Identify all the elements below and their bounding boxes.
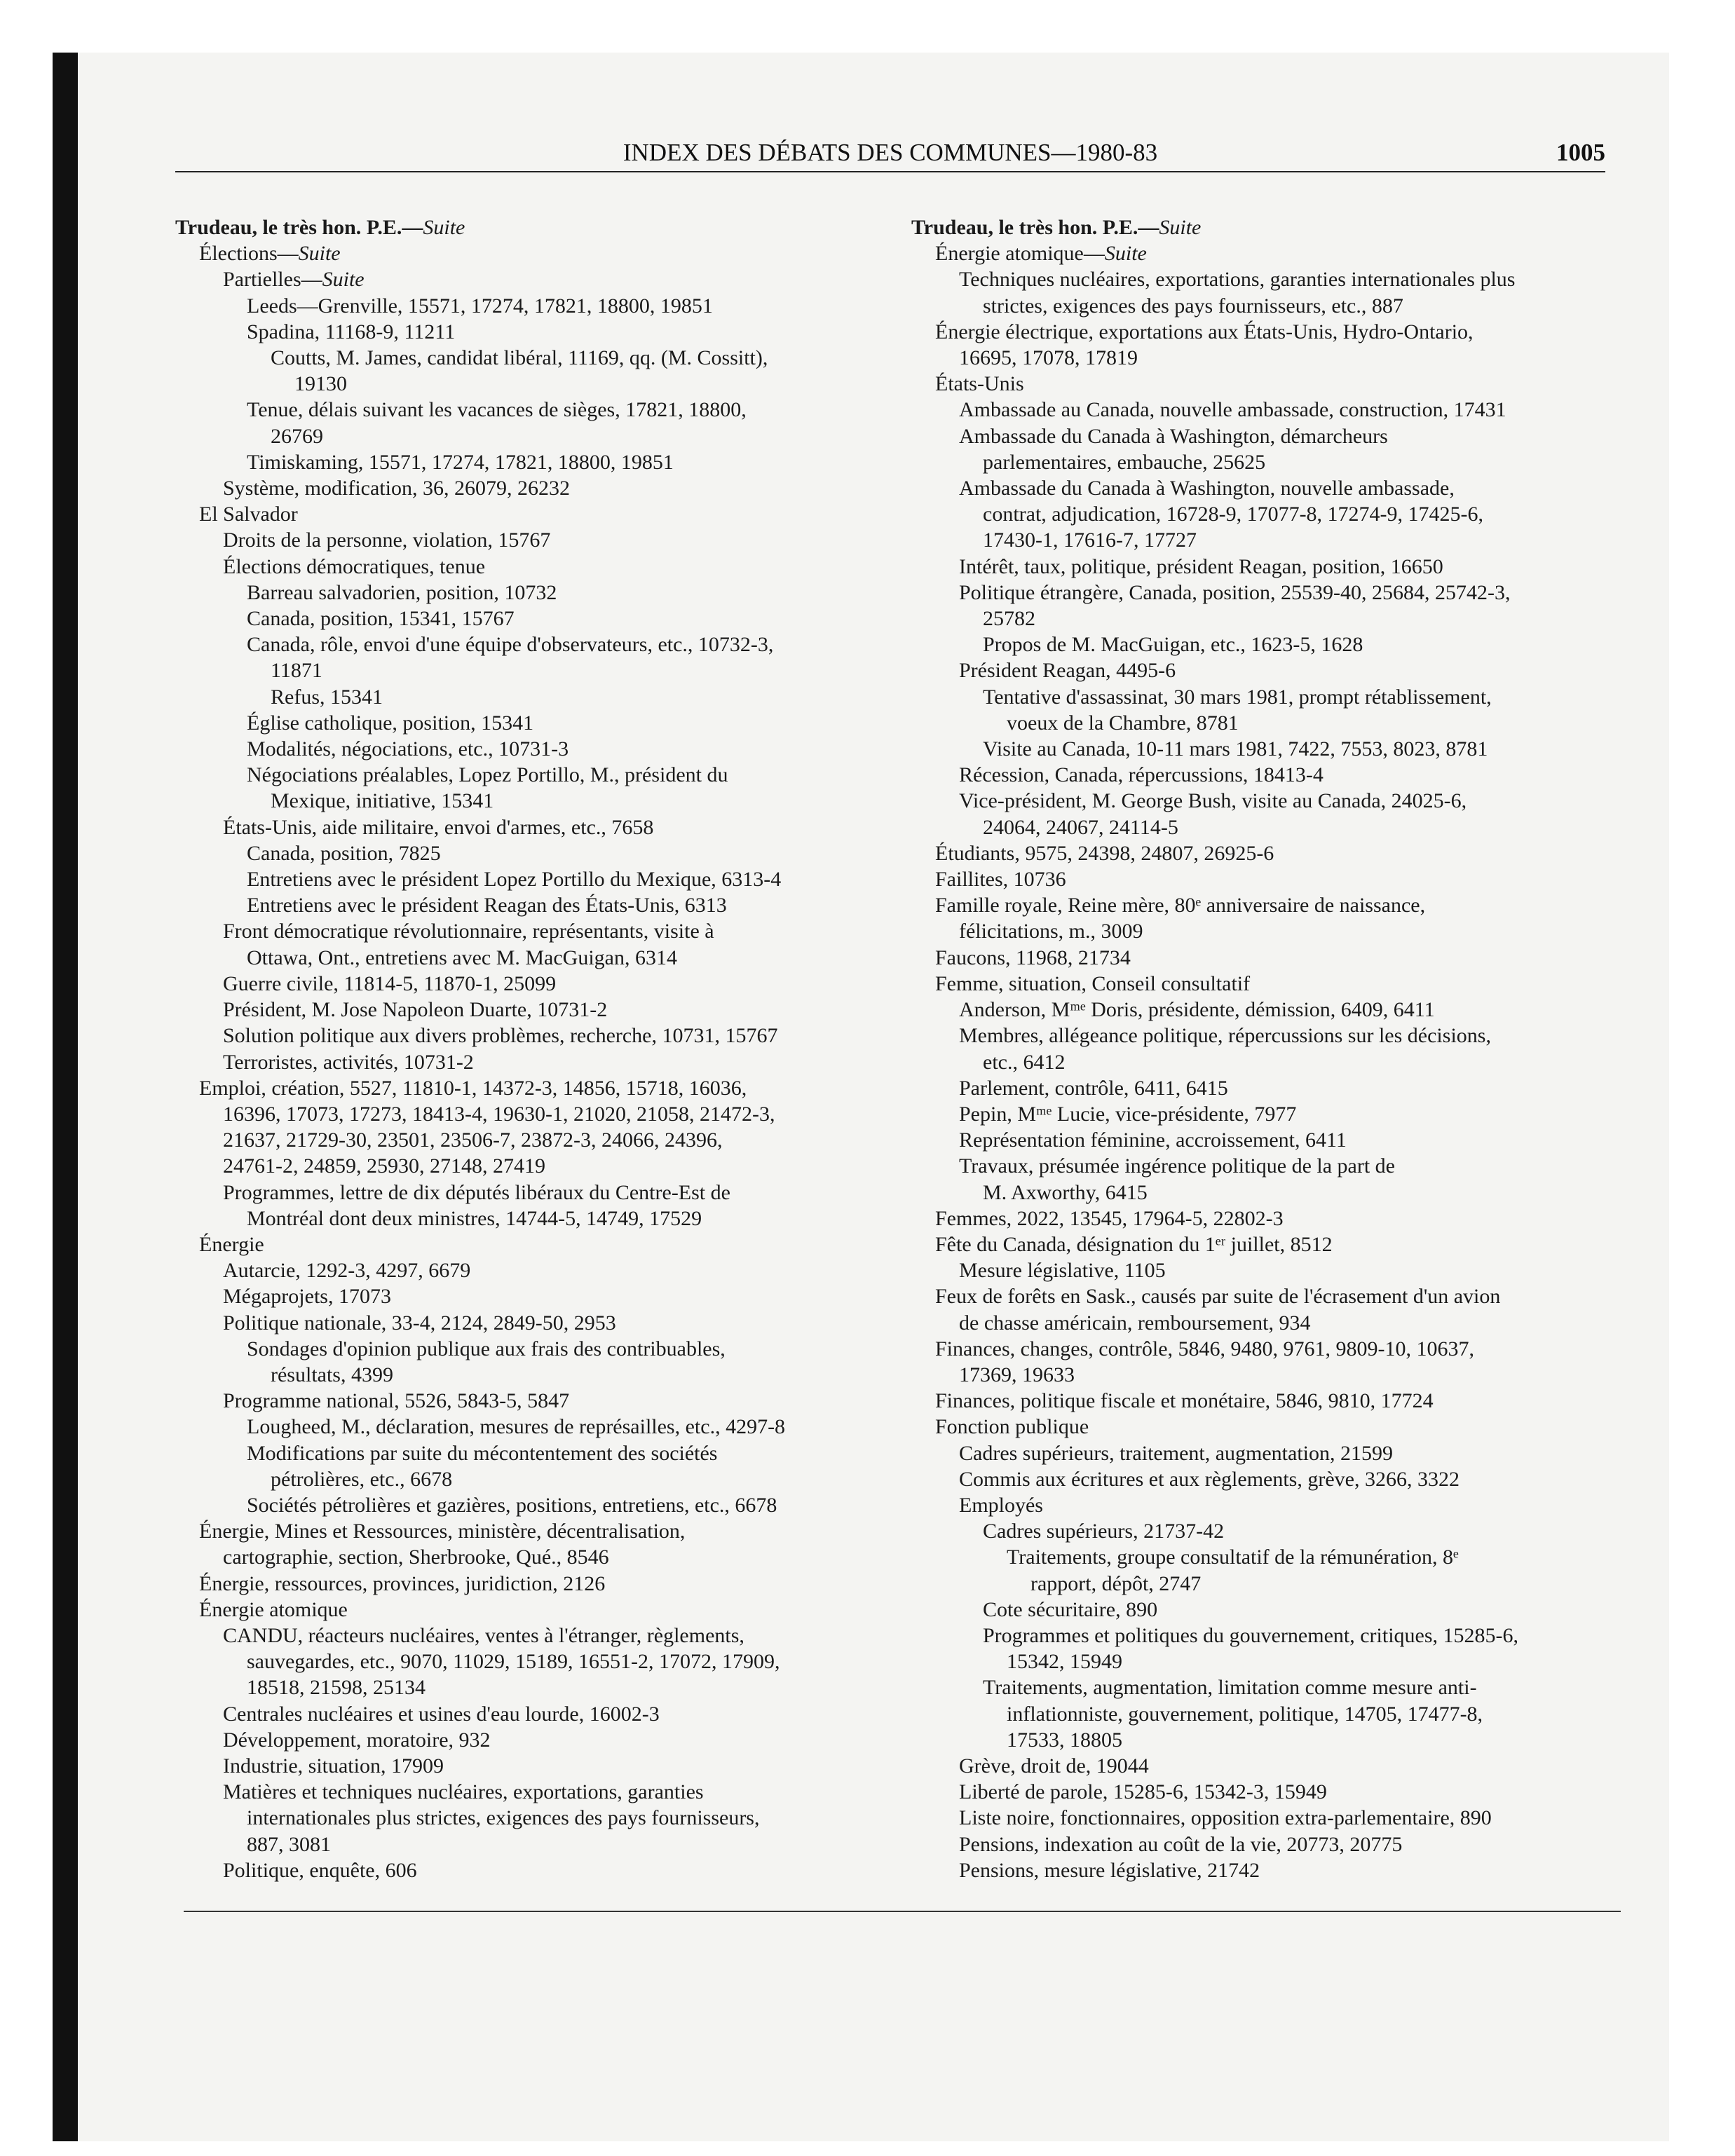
index-entry xyxy=(911,1674,1626,1700)
index-entry-text: résultats, 4399 xyxy=(271,1363,393,1386)
index-entry xyxy=(911,1101,1626,1127)
index-entry xyxy=(911,736,1626,762)
index-entry xyxy=(911,1492,1626,1518)
index-entry-text: Cadres supérieurs, traitement, augmentation, 21599 xyxy=(959,1441,1393,1465)
index-entry xyxy=(175,892,890,918)
index-entry-text: Femmes, 2022, 13545, 17964-5, 22802-3 xyxy=(935,1206,1284,1230)
index-entry xyxy=(911,840,1626,866)
index-entry-text: 24064, 24067, 24114-5 xyxy=(983,815,1178,839)
index-entry xyxy=(175,1153,890,1179)
index-entry-text: Énergie, Mines et Ressources, ministère, décentralisation, xyxy=(199,1520,686,1543)
index-entry xyxy=(911,345,1626,371)
index-entry xyxy=(911,475,1626,501)
index-entry-text: 16695, 17078, 17819 xyxy=(959,346,1138,370)
index-entry xyxy=(175,1466,890,1492)
index-entry-text: Feux de forêts en Sask., causés par suite de l'écrasement d'un avion xyxy=(935,1285,1501,1309)
suite-label: Suite xyxy=(1104,242,1147,266)
index-entry-text: 887, 3081 xyxy=(247,1832,331,1856)
index-entry-text: internationales plus strictes, exigences des pays fournisseurs, xyxy=(247,1806,760,1830)
index-entry xyxy=(911,1831,1626,1857)
index-entry xyxy=(911,1180,1626,1206)
page-header xyxy=(175,137,1605,172)
index-entry-text: Intérêt, taux, politique, président Reagan, position, 16650 xyxy=(959,554,1443,578)
index-entry-text: 25782 xyxy=(983,607,1035,631)
index-entry xyxy=(175,1597,890,1623)
index-entry xyxy=(175,762,890,788)
index-entry xyxy=(175,527,890,553)
index-entry-text: 16396, 17073, 17273, 18413-4, 19630-1, 21020, 21058, 21472-3, xyxy=(223,1102,775,1126)
index-entry-text: Spadina, 11168-9, 11211 xyxy=(247,320,456,343)
index-entry-text: Droits de la personne, violation, 15767 xyxy=(223,528,551,552)
index-entry-text: cartographie, section, Sherbrooke, Qué., 8546 xyxy=(223,1546,609,1569)
index-entry xyxy=(175,293,890,319)
index-entry-text: Timiskaming, 15571, 17274, 17821, 18800, 19851 xyxy=(247,450,674,474)
index-entry-text: Mesure législative, 1105 xyxy=(959,1259,1166,1283)
index-column-right xyxy=(911,214,1626,1883)
index-entry xyxy=(911,1623,1626,1649)
index-entry-text: El Salvador xyxy=(199,503,298,526)
index-entry xyxy=(175,1518,890,1544)
index-entry-text: Sondages d'opinion publique aux frais des contribuables, xyxy=(247,1337,726,1360)
index-entry-text: Mexique, initiative, 15341 xyxy=(271,789,494,813)
index-entry xyxy=(911,397,1626,423)
index-entry-text: Système, modification, 36, 26079, 26232 xyxy=(223,477,570,500)
index-entry xyxy=(175,1231,890,1257)
index-entry xyxy=(175,1310,890,1336)
index-entry xyxy=(911,1127,1626,1153)
index-entry xyxy=(911,632,1626,657)
index-entry xyxy=(175,1023,890,1049)
index-entry-text: Énergie atomique xyxy=(199,1597,348,1621)
index-entry-text: Industrie, situation, 17909 xyxy=(223,1754,444,1778)
index-entry xyxy=(175,788,890,814)
index-entry-text: Canada, rôle, envoi d'une équipe d'observateurs, etc., 10732-3, xyxy=(247,633,774,657)
index-entry xyxy=(911,1518,1626,1544)
suite-label: Suite xyxy=(1159,216,1202,239)
index-entry xyxy=(175,657,890,683)
index-entry xyxy=(911,1388,1626,1414)
suite-label: Suite xyxy=(423,216,465,239)
index-entry-text: Pensions, indexation au coût de la vie, 20773, 20775 xyxy=(959,1832,1403,1856)
index-entry-text: Matières et techniques nucléaires, exportations, garanties xyxy=(223,1780,704,1804)
index-entry xyxy=(175,1206,890,1231)
index-entry-text: Employés xyxy=(959,1493,1043,1517)
index-entry xyxy=(911,710,1626,736)
index-entry xyxy=(911,293,1626,319)
index-entry xyxy=(175,814,890,840)
index-entry-text: Programme national, 5526, 5843-5, 5847 xyxy=(223,1389,570,1413)
index-entry xyxy=(175,1414,890,1440)
index-entry xyxy=(911,1571,1626,1597)
index-entry xyxy=(175,840,890,866)
index-entry xyxy=(175,1127,890,1153)
index-entry-text: inflationniste, gouvernement, politique, 14705, 17477-8, xyxy=(1007,1702,1483,1726)
index-entry-text: Canada, position, 7825 xyxy=(247,841,441,865)
index-entry-text: Femme, situation, Conseil consultatif xyxy=(935,971,1251,995)
index-entry xyxy=(175,371,890,397)
index-entry xyxy=(911,527,1626,553)
index-entry-text: Développement, moratoire, 932 xyxy=(223,1728,491,1752)
index-entry-text: 15342, 15949 xyxy=(1007,1650,1122,1674)
index-entry xyxy=(911,814,1626,840)
index-entry xyxy=(911,1362,1626,1388)
index-entry-text: Cote sécuritaire, 890 xyxy=(983,1597,1158,1621)
index-entry xyxy=(175,918,890,944)
index-entry xyxy=(175,319,890,345)
index-entry xyxy=(175,1049,890,1075)
index-entry xyxy=(911,1753,1626,1779)
index-entry xyxy=(911,1310,1626,1336)
index-entry-text: États-Unis, aide militaire, envoi d'armes, etc., 7658 xyxy=(223,815,654,839)
index-entry-text: Négociations préalables, Lopez Portillo, M., président du xyxy=(247,763,728,787)
index-entry-text: Pensions, mesure législative, 21742 xyxy=(959,1858,1260,1882)
index-entry-text: Fête du Canada, désignation du 1ᵉʳ juillet, 8512 xyxy=(935,1232,1333,1256)
index-entry xyxy=(911,501,1626,527)
index-entry-text: Élections— xyxy=(199,242,299,266)
index-entry xyxy=(911,606,1626,632)
index-entry-text: Mégaprojets, 17073 xyxy=(223,1285,391,1309)
index-entry-text: Politique étrangère, Canada, position, 25539-40, 25684, 25742-3, xyxy=(959,580,1511,604)
index-entry-text: parlementaires, embauche, 25625 xyxy=(983,450,1266,474)
index-entry-text: strictes, exigences des pays fournisseurs, etc., 887 xyxy=(983,294,1403,318)
index-entry-text: 21637, 21729-30, 23501, 23506-7, 23872-3, 24066, 24396, xyxy=(223,1128,723,1152)
index-entry-text: Montréal dont deux ministres, 14744-5, 14749, 17529 xyxy=(247,1206,702,1230)
index-entry xyxy=(911,240,1626,266)
index-entry-text: 24761-2, 24859, 25930, 27148, 27419 xyxy=(223,1154,545,1178)
index-entry-text: Énergie, ressources, provinces, juridiction, 2126 xyxy=(199,1571,606,1595)
index-entry xyxy=(911,266,1626,292)
index-entry xyxy=(175,1283,890,1309)
index-entry xyxy=(175,1180,890,1206)
index-entry-text: Programmes et politiques du gouvernement, critiques, 15285-6, xyxy=(983,1623,1519,1647)
index-entry-text: Ambassade du Canada à Washington, démarcheurs xyxy=(959,424,1388,448)
index-entry-text: Techniques nucléaires, exportations, garanties internationales plus xyxy=(959,268,1516,292)
index-entry xyxy=(911,1597,1626,1623)
index-entry xyxy=(175,449,890,475)
index-entry xyxy=(911,892,1626,918)
scan-edge-bar xyxy=(53,53,78,2141)
index-entry xyxy=(175,423,890,449)
index-entry-text: Cadres supérieurs, 21737-42 xyxy=(983,1520,1225,1543)
index-entry xyxy=(911,1336,1626,1362)
index-entry xyxy=(175,501,890,527)
index-entry xyxy=(175,1779,890,1805)
index-entry xyxy=(911,214,1626,240)
index-entry xyxy=(175,1701,890,1727)
index-entry xyxy=(911,1283,1626,1309)
index-entry-text: Guerre civile, 11814-5, 11870-1, 25099 xyxy=(223,971,557,995)
index-entry xyxy=(911,866,1626,892)
index-entry-text: États-Unis xyxy=(935,372,1024,396)
index-entry-text: Famille royale, Reine mère, 80ᵉ anniversaire de naissance, xyxy=(935,894,1426,917)
index-entry xyxy=(911,1701,1626,1727)
index-entry xyxy=(911,945,1626,971)
index-entry xyxy=(175,1857,890,1883)
index-entry-text: Liste noire, fonctionnaires, opposition extra-parlementaire, 890 xyxy=(959,1806,1492,1830)
index-entry-text: Énergie électrique, exportations aux États-Unis, Hydro-Ontario, xyxy=(935,320,1474,343)
index-entry xyxy=(911,371,1626,397)
index-entry-text: Fonction publique xyxy=(935,1415,1089,1439)
index-entry xyxy=(911,1206,1626,1231)
index-entry-text: Modifications par suite du mécontentement des sociétés xyxy=(247,1441,718,1465)
index-entry xyxy=(911,788,1626,814)
index-entry-text: Membres, allégeance politique, répercussions sur les décisions, xyxy=(959,1024,1491,1048)
index-entry xyxy=(911,1231,1626,1257)
footer-rule xyxy=(184,1911,1621,1912)
index-entry-text: Ottawa, Ont., entretiens avec M. MacGuigan, 6314 xyxy=(247,946,677,969)
index-entry-text: CANDU, réacteurs nucléaires, ventes à l'étranger, règlements, xyxy=(223,1623,744,1647)
index-entry-text: Lougheed, M., déclaration, mesures de représailles, etc., 4297-8 xyxy=(247,1415,786,1439)
index-entry xyxy=(911,1857,1626,1883)
index-entry-text: Président Reagan, 4495-6 xyxy=(959,659,1176,683)
index-entry-text: Église catholique, position, 15341 xyxy=(247,711,534,735)
index-entry-text: Traitements, groupe consultatif de la rémunération, 8ᵉ xyxy=(1007,1546,1459,1569)
index-entry xyxy=(911,1049,1626,1075)
index-entry-text: félicitations, m., 3009 xyxy=(959,920,1143,943)
index-entry xyxy=(911,1779,1626,1805)
index-entry-text: voeux de la Chambre, 8781 xyxy=(1007,711,1239,735)
page-title: INDEX DES DÉBATS DES COMMUNES—1980-83 xyxy=(622,139,1158,166)
index-entry-text: Politique, enquête, 606 xyxy=(223,1858,417,1882)
index-entry-text: Étudiants, 9575, 24398, 24807, 26925-6 xyxy=(935,841,1274,865)
index-entry xyxy=(911,918,1626,944)
index-entry xyxy=(175,266,890,292)
index-entry xyxy=(175,1753,890,1779)
index-entry xyxy=(911,762,1626,788)
index-entry-text: Visite au Canada, 10-11 mars 1981, 7422, 7553, 8023, 8781 xyxy=(983,737,1488,761)
index-entry xyxy=(175,997,890,1023)
index-entry xyxy=(911,1805,1626,1831)
index-entry-text: Programmes, lettre de dix députés libéraux du Centre-Est de xyxy=(223,1180,730,1204)
index-entry xyxy=(911,1414,1626,1440)
index-entry-text: Pepin, Mᵐᵉ Lucie, vice-présidente, 7977 xyxy=(959,1102,1297,1126)
index-entry xyxy=(911,1075,1626,1101)
index-entry-text: 26769 xyxy=(271,424,323,448)
index-entry xyxy=(911,1023,1626,1049)
index-entry-text: Faucons, 11968, 21734 xyxy=(935,946,1131,969)
index-entry xyxy=(175,1544,890,1570)
index-entry xyxy=(911,319,1626,345)
index-entry-text: Leeds—Grenville, 15571, 17274, 17821, 18800, 19851 xyxy=(247,294,713,318)
index-entry-text: Grève, droit de, 19044 xyxy=(959,1754,1149,1778)
index-entry xyxy=(175,1075,890,1101)
index-entry xyxy=(175,710,890,736)
index-entry-text: Propos de M. MacGuigan, etc., 1623-5, 1628 xyxy=(983,633,1363,657)
index-entry-text: de chasse américain, remboursement, 934 xyxy=(959,1311,1311,1335)
index-entry-text: Anderson, Mᵐᵉ Doris, présidente, démission, 6409, 6411 xyxy=(959,998,1435,1022)
index-entry xyxy=(175,1440,890,1466)
index-entry xyxy=(175,554,890,580)
index-entry-text: Centrales nucléaires et usines d'eau lourde, 16002-3 xyxy=(223,1702,660,1726)
index-entry xyxy=(911,1440,1626,1466)
index-entry-text: Élections démocratiques, tenue xyxy=(223,554,486,578)
page-number: 1005 xyxy=(1556,139,1605,166)
index-entry xyxy=(175,684,890,710)
index-entry xyxy=(175,1336,890,1362)
index-entry xyxy=(911,997,1626,1023)
index-entry-text: etc., 6412 xyxy=(983,1050,1066,1074)
index-entry-text: Président, M. Jose Napoleon Duarte, 10731-2 xyxy=(223,998,608,1022)
index-entry xyxy=(175,1831,890,1857)
index-entry-text: Énergie xyxy=(199,1232,264,1256)
index-entry-text: Entretiens avec le président Reagan des États-Unis, 6313 xyxy=(247,894,727,917)
index-entry-text: Front démocratique révolutionnaire, représentants, visite à xyxy=(223,920,714,943)
index-entry xyxy=(911,423,1626,449)
index-entry xyxy=(911,449,1626,475)
index-entry xyxy=(911,1727,1626,1753)
index-entry xyxy=(175,971,890,997)
index-entry xyxy=(911,1257,1626,1283)
index-entry-text: Emploi, création, 5527, 11810-1, 14372-3, 14856, 15718, 16036, xyxy=(199,1076,747,1100)
index-entry-text: Solution politique aux divers problèmes, recherche, 10731, 15767 xyxy=(223,1024,778,1048)
index-entry xyxy=(911,554,1626,580)
index-entry-text: Refus, 15341 xyxy=(271,685,383,709)
index-entry xyxy=(175,1492,890,1518)
index-entry-text: sauvegardes, etc., 9070, 11029, 15189, 16551-2, 17072, 17909, xyxy=(247,1650,780,1674)
index-entry xyxy=(175,1101,890,1127)
index-entry-text: Tentative d'assassinat, 30 mars 1981, prompt rétablissement, xyxy=(983,685,1492,709)
index-entry xyxy=(175,632,890,657)
index-entry xyxy=(175,1805,890,1831)
index-entry xyxy=(911,1544,1626,1570)
index-entry xyxy=(175,606,890,632)
index-entry-text: rapport, dépôt, 2747 xyxy=(1030,1571,1202,1595)
index-entry-text: Liberté de parole, 15285-6, 15342-3, 15949 xyxy=(959,1780,1327,1804)
index-entry xyxy=(911,1649,1626,1674)
index-entry xyxy=(175,1571,890,1597)
index-entry-text: Autarcie, 1292-3, 4297, 6679 xyxy=(223,1259,471,1283)
index-entry-text: Finances, politique fiscale et monétaire, 5846, 9810, 17724 xyxy=(935,1389,1434,1413)
index-entry xyxy=(175,1649,890,1674)
index-entry-text: 19130 xyxy=(294,372,347,396)
index-entry xyxy=(175,1623,890,1649)
index-entry-text: Trudeau, le très hon. P.E.— xyxy=(175,216,423,239)
suite-label: Suite xyxy=(322,268,365,292)
index-entry-text: Trudeau, le très hon. P.E.— xyxy=(911,216,1159,239)
index-entry xyxy=(911,1466,1626,1492)
index-entry-text: Représentation féminine, accroissement, 6411 xyxy=(959,1128,1347,1152)
index-entry-text: 17533, 18805 xyxy=(1007,1728,1122,1752)
index-entry xyxy=(175,1674,890,1700)
index-entry xyxy=(175,1257,890,1283)
index-column-left xyxy=(175,214,890,1883)
index-entry-text: pétrolières, etc., 6678 xyxy=(271,1467,453,1491)
index-entry-text: Canada, position, 15341, 15767 xyxy=(247,607,515,631)
index-entry-text: Parlement, contrôle, 6411, 6415 xyxy=(959,1076,1228,1100)
index-entry-text: Énergie atomique— xyxy=(935,242,1105,266)
index-entry xyxy=(911,657,1626,683)
index-entry-text: 17369, 19633 xyxy=(959,1363,1075,1386)
index-entry xyxy=(911,1153,1626,1179)
index-entry xyxy=(175,736,890,762)
index-entry-text: 11871 xyxy=(271,659,322,683)
index-entry-text: 17430-1, 17616-7, 17727 xyxy=(983,528,1197,552)
index-entry-text: contrat, adjudication, 16728-9, 17077-8, 17274-9, 17425-6, xyxy=(983,503,1484,526)
index-entry xyxy=(175,397,890,423)
index-entry-text: Finances, changes, contrôle, 5846, 9480, 9761, 9809-10, 10637, xyxy=(935,1337,1475,1360)
index-entry-text: Travaux, présumée ingérence politique de la part de xyxy=(959,1154,1396,1178)
index-entry-text: Coutts, M. James, candidat libéral, 11169, qq. (M. Cossitt), xyxy=(271,346,768,370)
index-entry-text: Partielles— xyxy=(223,268,322,292)
index-entry-text: Commis aux écritures et aux règlements, grève, 3266, 3322 xyxy=(959,1467,1460,1491)
index-entry-text: M. Axworthy, 6415 xyxy=(983,1180,1148,1204)
index-entry-text: Tenue, délais suivant les vacances de sièges, 17821, 18800, xyxy=(247,398,747,422)
index-entry-text: Faillites, 10736 xyxy=(935,868,1066,892)
index-entry xyxy=(911,580,1626,606)
index-entry xyxy=(175,580,890,606)
index-entry-text: Récession, Canada, répercussions, 18413-4 xyxy=(959,763,1324,787)
index-entry-text: Ambassade au Canada, nouvelle ambassade, construction, 17431 xyxy=(959,398,1506,422)
index-entry-text: Vice-président, M. George Bush, visite au Canada, 24025-6, xyxy=(959,789,1467,813)
index-entry xyxy=(175,1388,890,1414)
index-entry xyxy=(175,240,890,266)
index-entry-text: Entretiens avec le président Lopez Portillo du Mexique, 6313-4 xyxy=(247,868,782,892)
index-entry xyxy=(175,945,890,971)
index-entry xyxy=(911,971,1626,997)
index-entry xyxy=(911,684,1626,710)
index-entry-text: Barreau salvadorien, position, 10732 xyxy=(247,580,557,604)
index-entry xyxy=(175,1727,890,1753)
index-entry xyxy=(175,866,890,892)
index-entry-text: Sociétés pétrolières et gazières, positions, entretiens, etc., 6678 xyxy=(247,1493,777,1517)
index-entry-text: Ambassade du Canada à Washington, nouvelle ambassade, xyxy=(959,477,1455,500)
index-entry-text: 18518, 21598, 25134 xyxy=(247,1676,426,1700)
suite-label: Suite xyxy=(298,242,341,266)
index-entry xyxy=(175,1362,890,1388)
index-entry-text: Modalités, négociations, etc., 10731-3 xyxy=(247,737,569,761)
index-entry xyxy=(175,345,890,371)
index-entry-text: Terroristes, activités, 10731-2 xyxy=(223,1050,474,1074)
index-entry-text: Politique nationale, 33-4, 2124, 2849-50, 2953 xyxy=(223,1311,616,1335)
index-entry xyxy=(175,214,890,240)
index-entry-text: Traitements, augmentation, limitation comme mesure anti- xyxy=(983,1676,1477,1700)
index-entry xyxy=(175,475,890,501)
